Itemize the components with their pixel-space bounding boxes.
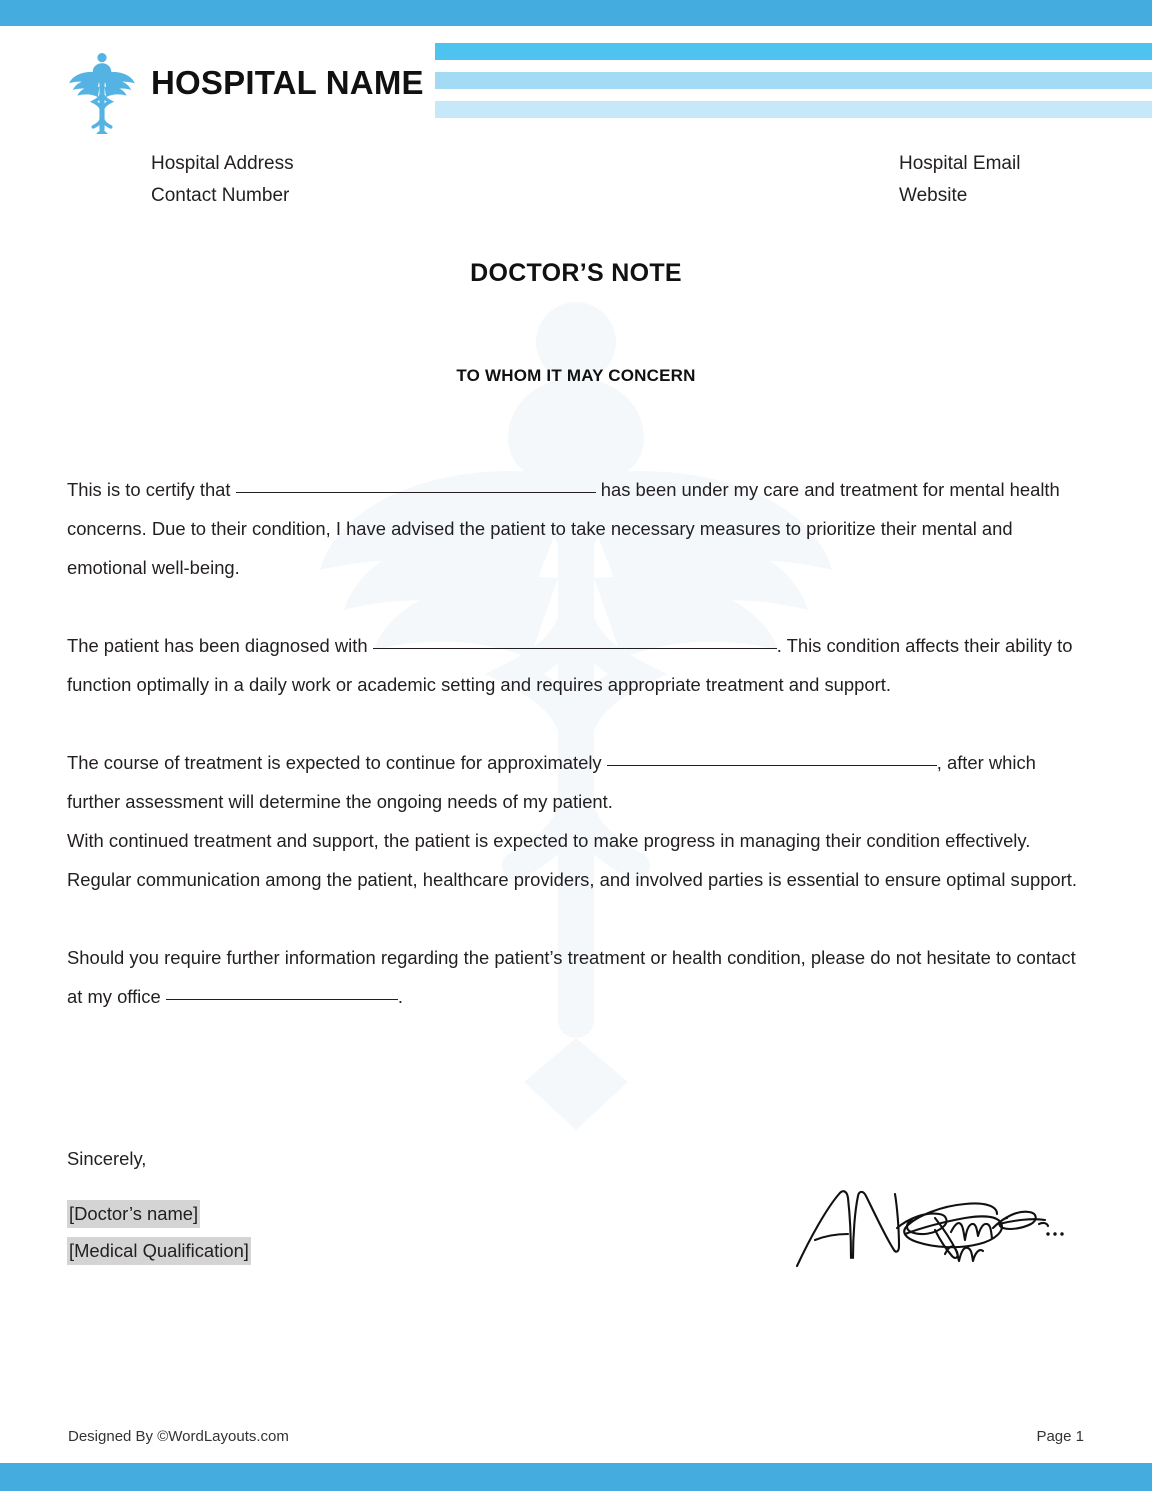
caduceus-icon [66,52,138,134]
diagnosis-text-tail: . This condition affects their ability to function optimally in a daily work or academic setting and requires appropriate treatment and support. [67,635,1073,695]
accent-rule-3 [435,101,1152,118]
duration-text-tail: , after which further assessment will determine the ongoing needs of my patient. [67,752,1036,812]
designer-credit[interactable]: Designed By ©WordLayouts.com [68,1428,289,1445]
handwritten-signature-icon [793,1178,1065,1274]
page-title: DOCTOR’S NOTE [470,259,682,287]
paragraph-diagnosis [67,626,1085,704]
hospital-name: HOSPITAL NAME [151,64,424,101]
top-accent-bar [0,0,1152,26]
treatment-duration-blank[interactable] [607,765,937,766]
certify-text-lead: This is to certify that [67,479,236,500]
hospital-address: Hospital Address [151,153,294,174]
patient-name-blank[interactable] [236,492,596,493]
paragraph-treatment-duration [67,743,1085,821]
signatory-fields [67,1200,251,1265]
page-number: Page 1 [1036,1428,1084,1445]
qualification-row [67,1237,251,1265]
contact-info-left [151,148,294,212]
page-footer [0,1428,1152,1452]
contact-info [0,148,1152,210]
duration-text-lead: The course of treatment is expected to continue for approximately [67,752,607,773]
doctor-name-field[interactable]: [Doctor’s name] [67,1200,200,1228]
diagnosis-text-lead: The patient has been diagnosed with [67,635,373,656]
medical-qualification-field[interactable]: [Medical Qualification] [67,1237,251,1265]
paragraph-progress: With continued treatment and support, the patient is expected to make progress in managing their condition effectively. Regular communication among the patient, healthcare providers, and involved parties is essential to ensure optimal support. [67,830,1078,890]
contact-info-right [899,148,1020,212]
header-accent-rules [435,43,1152,118]
masthead [0,26,1152,136]
bottom-accent-bar [0,1463,1152,1491]
contact-number: Contact Number [151,185,290,206]
doctor-name-row [67,1200,251,1228]
hospital-website: Website [899,185,968,206]
hospital-email: Hospital Email [899,153,1021,174]
paragraph-contact [67,938,1085,1016]
office-contact-blank[interactable] [166,999,398,1000]
diagnosis-blank[interactable] [373,648,777,649]
closing-salutation: Sincerely, [67,1148,147,1169]
accent-rule-1 [435,43,1152,60]
salutation-heading: TO WHOM IT MAY CONCERN [456,366,696,385]
contact-text-tail: . [397,986,403,1007]
accent-rule-2 [435,72,1152,89]
contact-text-lead: Should you require further information regarding the patient’s treatment or health condition, please do not hesitate to contact at my office [67,947,1076,1007]
letter-body [67,470,1085,1016]
certify-text-tail: has been under my care and treatment for mental health concerns. Due to their condition, I have advised the patient to take necessary measures to prioritize their mental and emotional well-being. [67,479,1060,578]
paragraph-certify [67,470,1085,587]
